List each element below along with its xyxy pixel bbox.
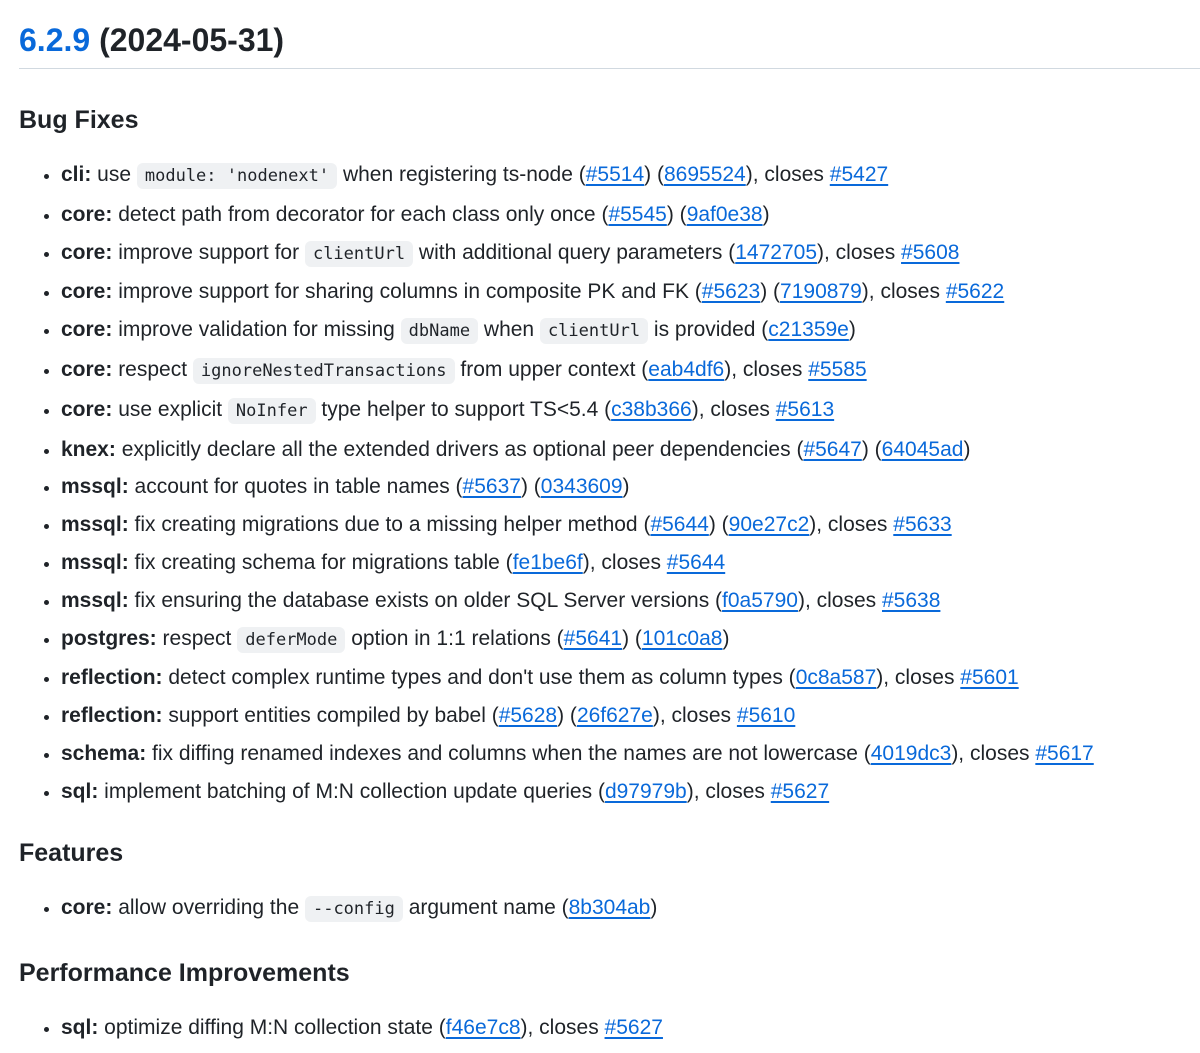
issue-link[interactable]: #5427 [829, 163, 889, 186]
list-item [61, 431, 1200, 469]
list-item [61, 273, 1200, 311]
item-text: ), closes [724, 357, 809, 381]
item-text: with additional query parameters ( [413, 240, 736, 264]
scope-label: sql: [61, 1016, 99, 1040]
item-text: explicitly declare all the extended drivers as optional peer dependencies ( [115, 437, 804, 461]
scope-label: reflection: [61, 704, 163, 728]
item-text: ) [762, 202, 770, 226]
bug-fixes-list [19, 156, 1200, 811]
issue-link[interactable]: #5585 [808, 357, 867, 381]
issue-link[interactable]: #5623 [701, 280, 761, 304]
item-text: fix creating schema for migrations table ( [128, 550, 513, 574]
item-text: ) ( [760, 280, 781, 304]
item-text: ) ( [520, 475, 541, 499]
scope-label: core: [61, 318, 113, 342]
scope-label: schema: [61, 741, 147, 765]
commit-link[interactable]: c38b366 [611, 397, 692, 421]
issue-link[interactable]: #5627 [770, 779, 830, 803]
scope-label: mssql: [61, 475, 129, 499]
item-text: when registering ts-node ( [337, 163, 586, 186]
inline-code: dbName [401, 318, 478, 344]
inline-code: module: 'nodenext' [137, 163, 337, 189]
section-title-features: Features [19, 838, 124, 867]
commit-link[interactable]: 4019dc3 [870, 741, 952, 765]
item-text: improve support for [112, 240, 305, 264]
item-text: implement batching of M:N collection update queries ( [98, 779, 605, 803]
release-date: (2024-05-31) [99, 22, 285, 58]
scope-label: core: [61, 357, 113, 381]
issue-link[interactable]: #5617 [1035, 741, 1094, 765]
item-text: optimize diffing M:N collection state ( [98, 1016, 446, 1040]
item-text: use [91, 163, 137, 186]
commit-link[interactable]: 26f627e [576, 704, 653, 728]
commit-link[interactable]: c21359e [768, 318, 849, 342]
item-text: argument name ( [402, 895, 569, 919]
item-text: use explicit [112, 397, 228, 421]
issue-link[interactable]: #5622 [945, 280, 1005, 304]
scope-label: core: [61, 240, 113, 264]
issue-link[interactable]: #5637 [462, 475, 521, 499]
commit-link[interactable]: d97979b [604, 779, 687, 803]
section-title-bug-fixes: Bug Fixes [19, 106, 139, 134]
commit-link[interactable]: fe1be6f [512, 550, 583, 574]
issue-link[interactable]: #5613 [775, 397, 835, 421]
item-text: from upper context ( [454, 357, 649, 381]
item-text: ), closes [797, 588, 882, 612]
issue-link[interactable]: #5628 [498, 704, 558, 728]
item-text: detect complex runtime types and don't use them as column types ( [162, 666, 796, 690]
commit-link[interactable]: f0a5790 [722, 588, 798, 612]
section-title-performance: Performance Improvements [19, 959, 350, 988]
item-text: ), closes [951, 741, 1036, 765]
item-text: when [478, 318, 540, 342]
scope-label: core: [61, 397, 113, 421]
scope-label: core: [61, 895, 113, 919]
scope-label: cli: [61, 163, 92, 186]
scope-label: mssql: [61, 513, 129, 537]
item-text: ), closes [686, 779, 771, 803]
list-item [61, 773, 1200, 811]
list-item [61, 351, 1200, 391]
item-text: detect path from decorator for each class only once ( [112, 202, 609, 226]
item-text: respect [156, 626, 238, 650]
item-text: type helper to support TS<5.4 ( [315, 397, 612, 421]
item-text: ) [963, 437, 971, 461]
commit-link[interactable]: eab4df6 [648, 357, 725, 381]
item-text: ), closes [861, 280, 946, 304]
item-text: ), closes [745, 163, 830, 186]
inline-code: clientUrl [540, 318, 648, 344]
inline-code: NoInfer [228, 398, 316, 424]
list-item [61, 889, 1200, 929]
item-text: ) [650, 895, 658, 919]
features-list [19, 889, 1200, 929]
list-item [61, 156, 1200, 196]
item-text: ) [722, 626, 730, 650]
list-item [61, 1009, 1200, 1047]
inline-code: clientUrl [305, 241, 413, 267]
issue-link[interactable]: #5644 [650, 513, 709, 537]
item-text: ), closes [876, 666, 961, 690]
item-text: account for quotes in table names ( [128, 475, 463, 499]
item-text: ), closes [520, 1016, 605, 1040]
item-text: ), closes [817, 240, 902, 264]
scope-label: sql: [61, 779, 99, 803]
list-item [61, 620, 1200, 660]
list-item [61, 468, 1200, 506]
item-text: ) ( [708, 513, 729, 537]
issue-link[interactable]: #5627 [604, 1016, 663, 1040]
item-text: fix creating migrations due to a missing helper method ( [128, 513, 651, 537]
issue-link[interactable]: #5545 [608, 202, 667, 226]
item-text: improve validation for missing [112, 318, 401, 342]
issue-link[interactable]: #5641 [563, 626, 623, 650]
item-text: ) ( [666, 202, 687, 226]
scope-label: postgres: [61, 626, 157, 650]
item-text: fix diffing renamed indexes and columns when the names are not lowercase ( [146, 741, 871, 765]
commit-link[interactable]: 101c0a8 [641, 626, 723, 650]
item-text: ) ( [644, 163, 664, 186]
commit-link[interactable]: 7190879 [780, 280, 862, 304]
list-item [61, 582, 1200, 620]
release-heading [19, 0, 1200, 69]
scope-label: core: [61, 280, 113, 304]
item-text: support entities compiled by babel ( [162, 704, 499, 728]
item-text: allow overriding the [112, 895, 305, 919]
issue-link[interactable]: #5644 [666, 550, 726, 574]
scope-label: reflection: [61, 666, 163, 690]
issue-link[interactable]: #5610 [736, 704, 796, 728]
list-item [61, 735, 1200, 773]
scope-label: core: [61, 202, 113, 226]
item-text: ) [848, 318, 856, 342]
item-text: ) ( [861, 437, 882, 461]
issue-link[interactable]: #5633 [893, 513, 952, 537]
item-text: fix ensuring the database exists on older SQL Server versions ( [128, 588, 723, 612]
list-item [61, 544, 1200, 582]
list-item [61, 311, 1200, 351]
issue-link[interactable]: #5608 [901, 240, 960, 264]
list-item [61, 234, 1200, 274]
item-text: ), closes [582, 550, 667, 574]
item-text: ) [622, 475, 630, 499]
item-text: improve support for sharing columns in composite PK and FK ( [112, 280, 702, 304]
list-item [61, 391, 1200, 431]
list-item [61, 659, 1200, 697]
list-item [61, 506, 1200, 544]
release-version-link[interactable]: 6.2.9 [19, 22, 91, 58]
commit-link[interactable]: 64045ad [881, 437, 964, 461]
scope-label: knex: [61, 437, 116, 461]
list-item [61, 697, 1200, 735]
item-text: is provided ( [648, 318, 769, 342]
commit-link[interactable]: 90e27c2 [728, 513, 810, 537]
item-text: respect [112, 357, 193, 381]
commit-link[interactable]: 8b304ab [568, 895, 651, 919]
commit-link[interactable]: 9af0e38 [686, 202, 763, 226]
commit-link[interactable]: 0343609 [540, 475, 623, 499]
commit-link[interactable]: 0c8a587 [795, 666, 877, 690]
item-text: option in 1:1 relations ( [345, 626, 564, 650]
scope-label: mssql: [61, 588, 129, 612]
issue-link[interactable]: #5514 [585, 163, 645, 186]
item-text: ) ( [622, 626, 642, 650]
inline-code: --config [305, 896, 403, 922]
issue-link[interactable]: #5638 [882, 588, 941, 612]
scope-label: mssql: [61, 550, 129, 574]
performance-list [19, 1009, 1200, 1047]
inline-code: deferMode [237, 627, 345, 653]
item-text: ), closes [809, 513, 894, 537]
list-item [61, 196, 1200, 234]
commit-link[interactable]: 8695524 [663, 163, 746, 186]
item-text: ) ( [557, 704, 577, 728]
inline-code: ignoreNestedTransactions [193, 358, 455, 384]
issue-link[interactable]: #5601 [960, 666, 1019, 690]
issue-link[interactable]: #5647 [803, 437, 862, 461]
item-text: ), closes [691, 397, 776, 421]
commit-link[interactable]: f46e7c8 [445, 1016, 521, 1040]
item-text: ), closes [652, 704, 737, 728]
commit-link[interactable]: 1472705 [735, 240, 818, 264]
